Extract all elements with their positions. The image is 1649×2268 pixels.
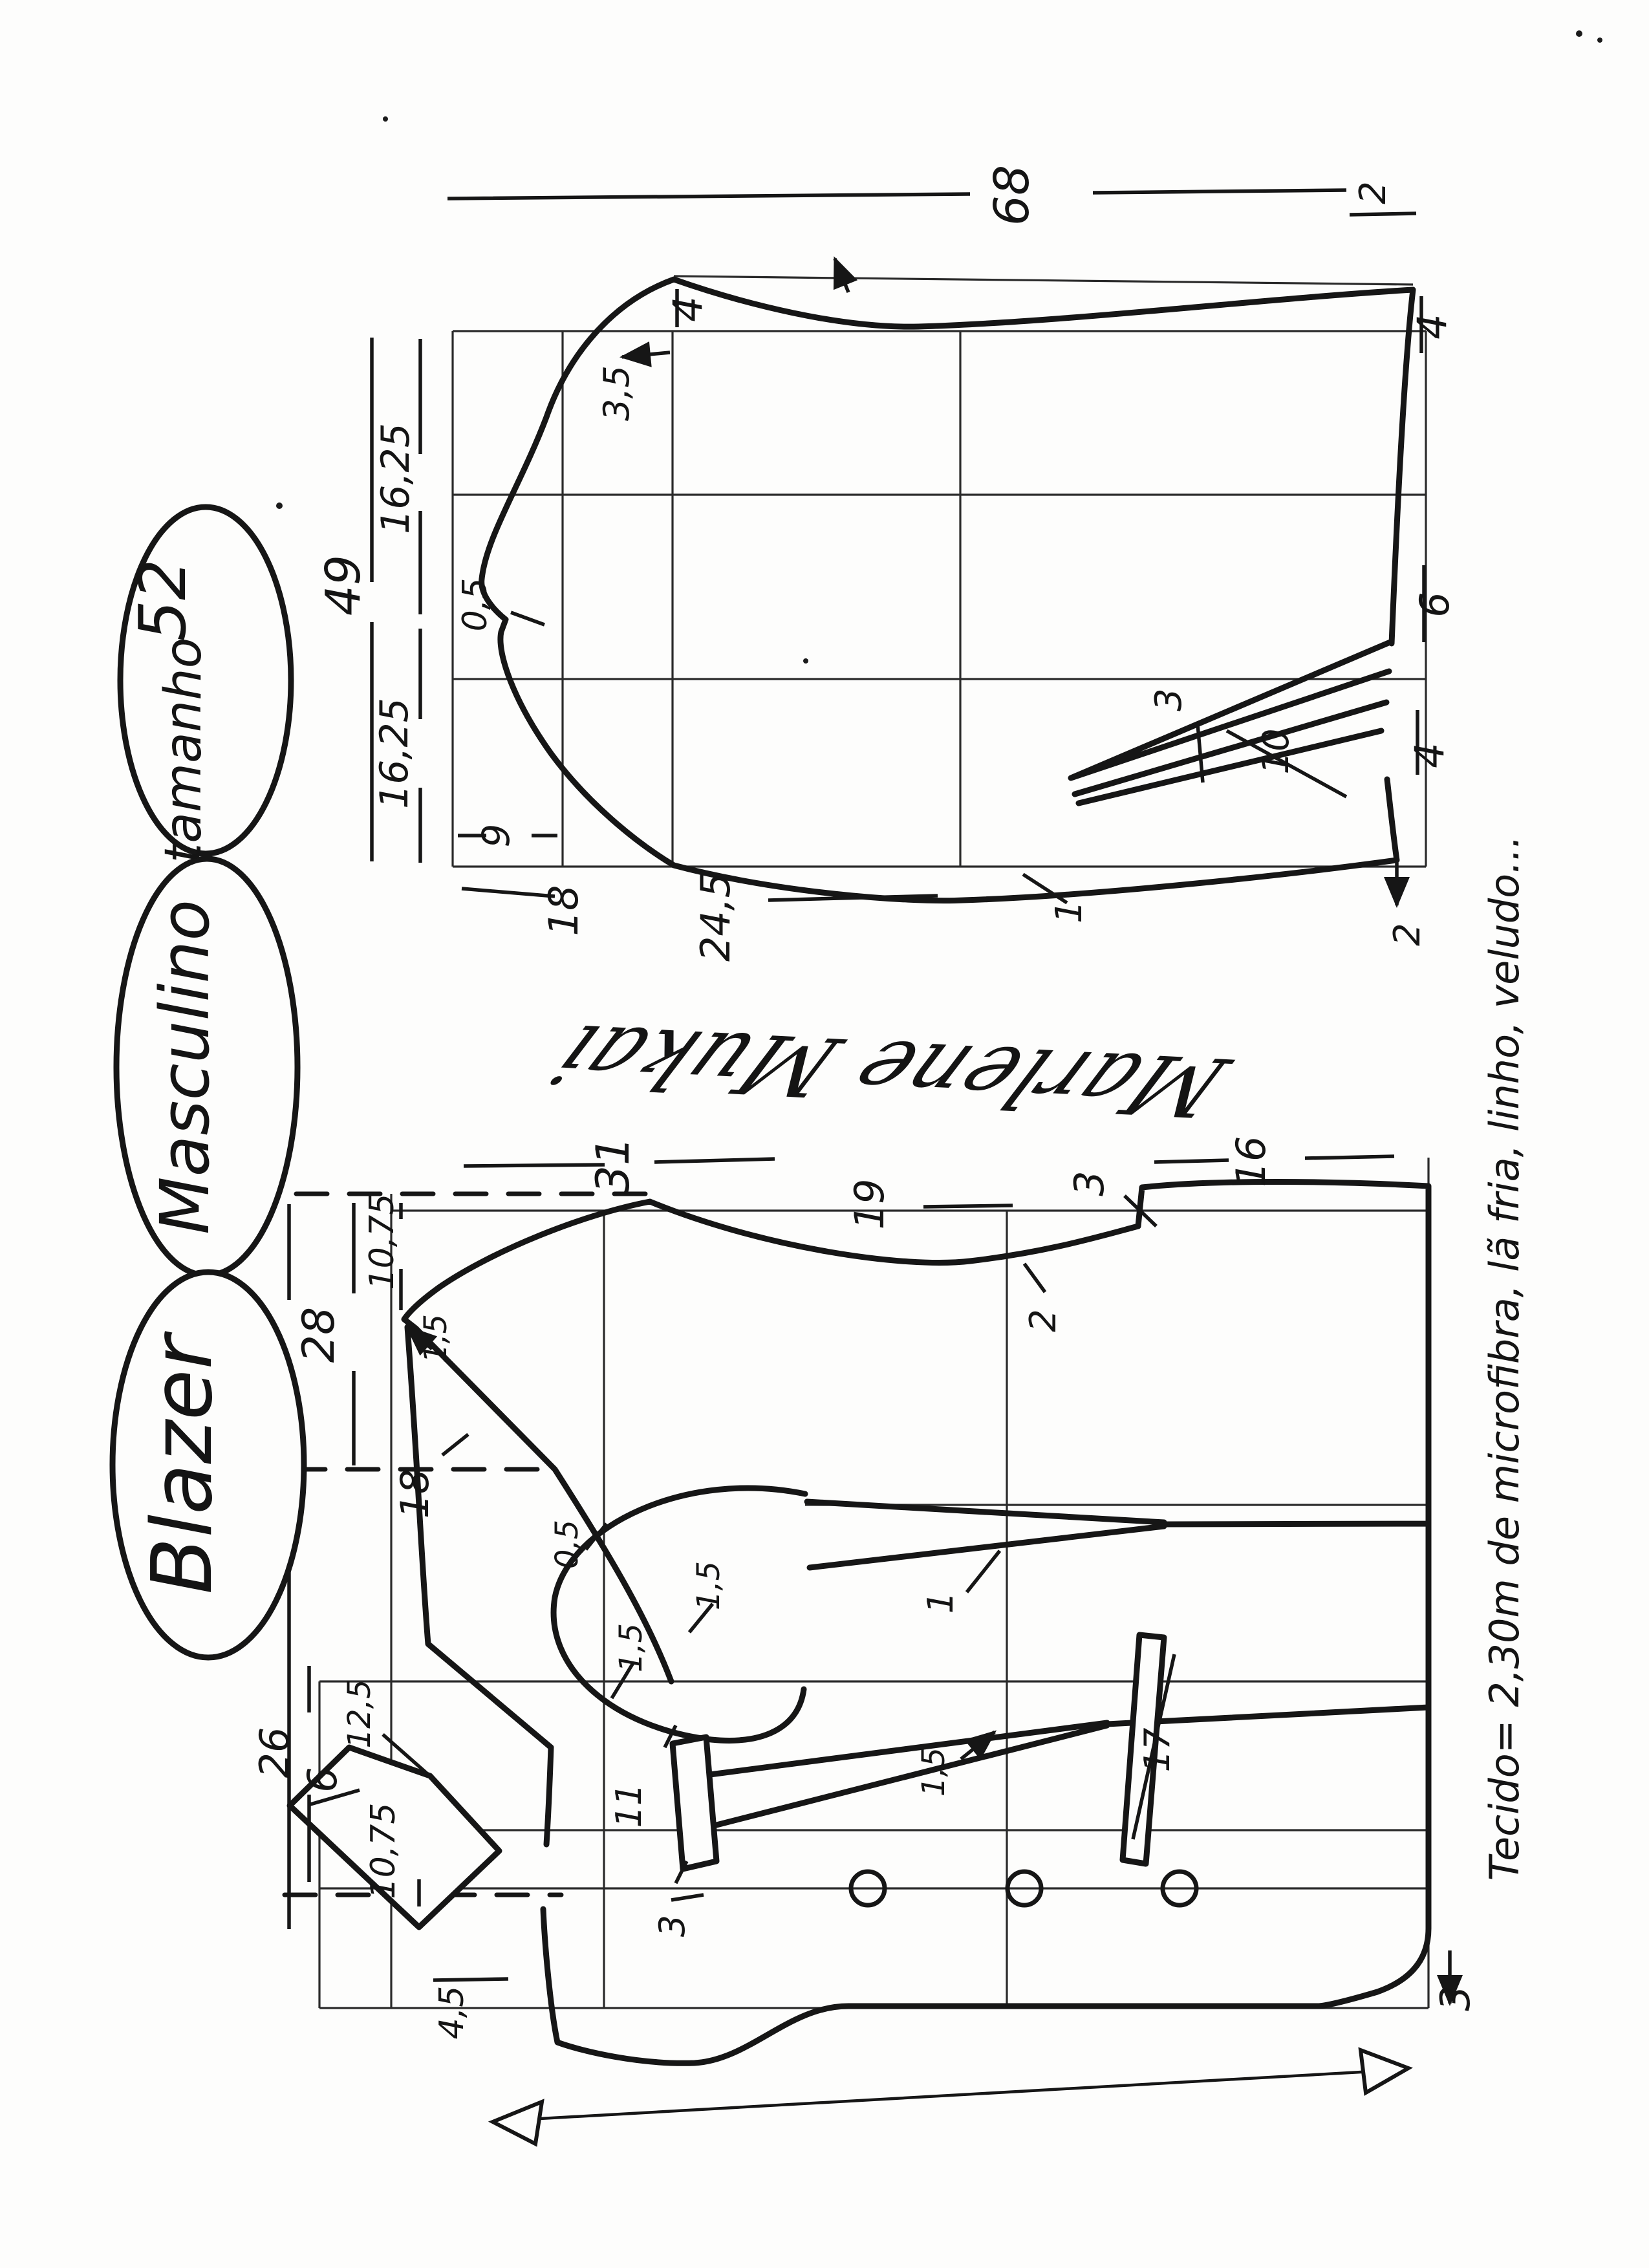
sleeve-height-label: 49 — [316, 554, 371, 616]
body-lapel-notch-label: 1,5 — [418, 1313, 454, 1364]
body-top-w1-label: 31 — [587, 1136, 640, 1194]
speck-5 — [803, 658, 808, 664]
sleeve-dart-width-label: 3 — [1148, 688, 1190, 711]
body-armhole-top-label: 0,5 — [549, 1519, 585, 1570]
body-hem-corner-label: 3 — [1432, 1985, 1479, 2011]
title-blazer: Blazer — [135, 1335, 231, 1595]
grainline-shaft — [517, 2071, 1384, 2120]
body-neck-dip-label: 2 — [1022, 1309, 1064, 1332]
body-armhole-side-label: 1,5 — [691, 1561, 727, 1611]
body-outline — [404, 1182, 1428, 2064]
sleeve-arrows-double — [622, 213, 1424, 905]
sleeve-cuff-corner-label: 2 — [1386, 923, 1428, 946]
sleeve-arrows-single — [372, 190, 1346, 903]
sleeve-vent-gap-label: 6 — [1411, 592, 1458, 618]
sleeve-pattern — [316, 165, 1458, 962]
sleeve-cuff-notch-label: 1 — [1048, 900, 1090, 923]
sleeve-cuff-b-label: 24,5 — [692, 872, 739, 962]
body-collar-width-label: 12,5 — [341, 1679, 378, 1749]
body-collar-tip-label: 6 — [299, 1767, 346, 1793]
chest-welt-pocket — [673, 1737, 717, 1869]
sleeve-grid — [453, 276, 1426, 867]
sleeve-width-label: 68 — [984, 164, 1040, 226]
sleeve-dart-length-label: 10 — [1255, 728, 1297, 775]
body-welt-width-label: 3 — [652, 1914, 693, 1938]
sleeve-cap-upper-label: 16,25 — [373, 423, 418, 534]
title-tamanho: tamanho — [155, 637, 213, 863]
body-armhole-front-label: 1,5 — [613, 1623, 649, 1673]
body-front-ext-label: 4,5 — [433, 1985, 471, 2040]
fabric-note — [1481, 836, 1528, 1881]
body-flap-length-label: 17 — [1137, 1727, 1178, 1773]
title-masculino: Masculino — [146, 899, 224, 1235]
body-crease-len-label: 18 — [393, 1469, 438, 1519]
signature-text: Marlene Mukai — [535, 1006, 1245, 1135]
sleeve-vent-top-width-label: 2 — [1352, 181, 1394, 204]
speck-3 — [383, 116, 388, 122]
body-arrows-double — [383, 1327, 1450, 2003]
speck-4 — [276, 502, 283, 509]
sleeve-cap-lower-label: 16,25 — [372, 698, 417, 809]
scan-specks — [276, 30, 1602, 664]
body-welt-length-label: 11 — [609, 1783, 649, 1828]
body-upper-len-label: 28 — [294, 1306, 345, 1363]
fabric-note-text: Tecido= 2,30m de microfibra, lã fria, linho, veludo... — [1481, 835, 1528, 1881]
body-top-w3-label: 16 — [1227, 1136, 1275, 1187]
body-seam-top-label: 1 — [920, 1591, 961, 1614]
speck-1 — [1576, 30, 1582, 37]
body-shoulder-step-label: 3 — [1066, 1171, 1113, 1196]
sleeve-cap-drop-label: 4 — [664, 296, 711, 322]
grainline-open-head-right — [1361, 2050, 1408, 2093]
body-top-w2-label: 19 — [846, 1178, 893, 1230]
body-collar-len-label: 26 — [251, 1727, 298, 1778]
body-seam-mid-label: 1,5 — [916, 1747, 952, 1797]
body-grid — [319, 1158, 1428, 2008]
grainline-arrow — [493, 2050, 1408, 2144]
grainline-open-head-left — [493, 2102, 542, 2144]
sleeve-cap-notch-label: 0,5 — [456, 578, 495, 632]
body-pattern — [228, 1136, 1479, 2144]
sleeve-vent-bottom-height-label: 4 — [1406, 742, 1453, 768]
title-size-number: 52 — [125, 559, 200, 642]
sleeve-vent-top-height-label: 4 — [1408, 314, 1456, 340]
sleeve-cap-inset-label: 3,5 — [596, 365, 637, 421]
speck-2 — [1597, 38, 1602, 43]
title-bubbles — [113, 507, 304, 1658]
sleeve-cuff-left-label: 9 — [474, 823, 518, 848]
body-lapel-drop-label: 10,75 — [363, 1193, 402, 1290]
signature — [535, 1006, 1246, 1135]
sleeve-cuff-a-label: 18 — [540, 885, 587, 936]
body-lapel-lower-label: 10,75 — [364, 1802, 403, 1899]
